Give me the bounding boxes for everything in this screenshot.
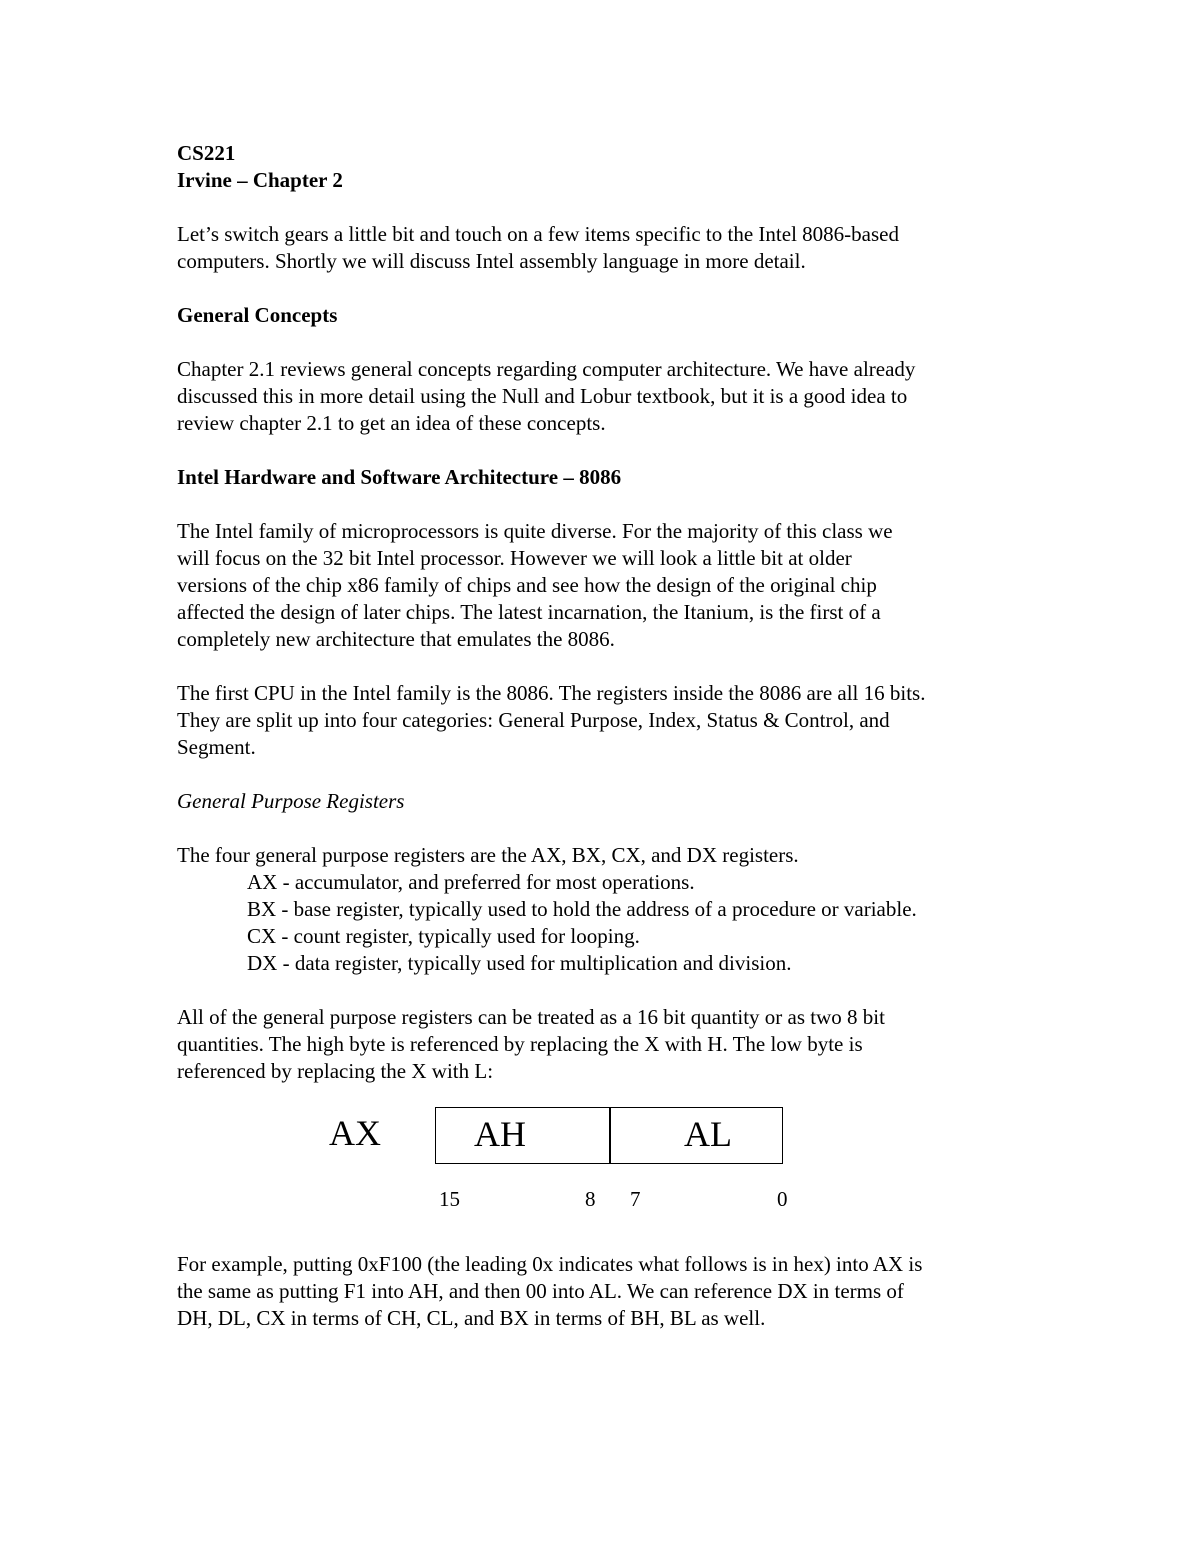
high-byte-label: AH: [474, 1114, 526, 1154]
paragraph-line: review chapter 2.1 to get an idea of these concepts.: [177, 411, 606, 435]
paragraph-line: versions of the chip x86 family of chips and see how the design of the original chip: [177, 573, 877, 597]
paragraph-line: They are split up into four categories: General Purpose, Index, Status & Control, and: [177, 708, 890, 732]
register-list-item: BX - base register, typically used to hold the address of a procedure or variable.: [247, 897, 917, 921]
paragraph-line: the same as putting F1 into AH, and then 00 into AL. We can reference DX in terms of: [177, 1279, 904, 1303]
register-box: [435, 1107, 783, 1164]
bit-index-15: 15: [439, 1187, 460, 1211]
paragraph-line: will focus on the 32 bit Intel processor. However we will look a little bit at older: [177, 546, 852, 570]
paragraph-line: referenced by replacing the X with L:: [177, 1059, 494, 1083]
intel-family-paragraph: [177, 518, 1037, 653]
bit-index-7: 7: [630, 1187, 641, 1211]
general-concepts-paragraph: [177, 356, 1037, 437]
paragraph-line: affected the design of later chips. The latest incarnation, the Itanium, is the first of a: [177, 600, 881, 624]
chapter-title: Irvine – Chapter 2: [177, 168, 343, 192]
register-list-item: DX - data register, typically used for multiplication and division.: [247, 951, 792, 975]
paragraph-line: All of the general purpose registers can be treated as a 16 bit quantity or as two 8 bit: [177, 1005, 885, 1029]
paragraph-line: The first CPU in the Intel family is the 8086. The registers inside the 8086 are all 16 bits.: [177, 681, 926, 705]
register-list-item: AX - accumulator, and preferred for most operations.: [247, 870, 695, 894]
first-cpu-paragraph: [177, 680, 1037, 761]
bit-index-0: 0: [777, 1187, 788, 1211]
register-list: [177, 869, 1037, 977]
paragraph-line: discussed this in more detail using the Null and Lobur textbook, but it is a good idea to: [177, 384, 908, 408]
byte-divider: [609, 1108, 611, 1163]
register-split-paragraph: [177, 1004, 1037, 1085]
paragraph-line: Chapter 2.1 reviews general concepts regarding computer architecture. We have already: [177, 357, 916, 381]
example-paragraph: [177, 1251, 1037, 1332]
subsection-heading-gp-registers: General Purpose Registers: [177, 789, 405, 813]
paragraph-line: For example, putting 0xF100 (the leading 0x indicates what follows is in hex) into AX is: [177, 1252, 923, 1276]
section-heading-general-concepts: General Concepts: [177, 303, 338, 327]
section-heading-intel-architecture: Intel Hardware and Software Architecture – 8086: [177, 465, 622, 489]
low-byte-label: AL: [684, 1114, 732, 1154]
paragraph-line: Segment.: [177, 735, 256, 759]
intro-line: Let’s switch gears a little bit and touch on a few items specific to the Intel 8086-based: [177, 222, 899, 246]
register-name-label: AX: [329, 1113, 381, 1153]
paragraph-line: quantities. The high byte is referenced by replacing the X with H. The low byte is: [177, 1032, 863, 1056]
gp-registers-intro: The four general purpose registers are the AX, BX, CX, and DX registers.: [177, 843, 799, 867]
course-title: CS221: [177, 141, 236, 165]
intro-line: computers. Shortly we will discuss Intel assembly language in more detail.: [177, 249, 806, 273]
paragraph-line: completely new architecture that emulates the 8086.: [177, 627, 615, 651]
intro-paragraph: [177, 221, 1037, 275]
register-diagram: [177, 1107, 1037, 1225]
register-list-item: CX - count register, typically used for looping.: [247, 924, 640, 948]
bit-index-8: 8: [585, 1187, 596, 1211]
paragraph-line: DH, DL, CX in terms of CH, CL, and BX in terms of BH, BL as well.: [177, 1306, 766, 1330]
paragraph-line: The Intel family of microprocessors is quite diverse. For the majority of this class we: [177, 519, 893, 543]
document-page: [177, 140, 1037, 1332]
